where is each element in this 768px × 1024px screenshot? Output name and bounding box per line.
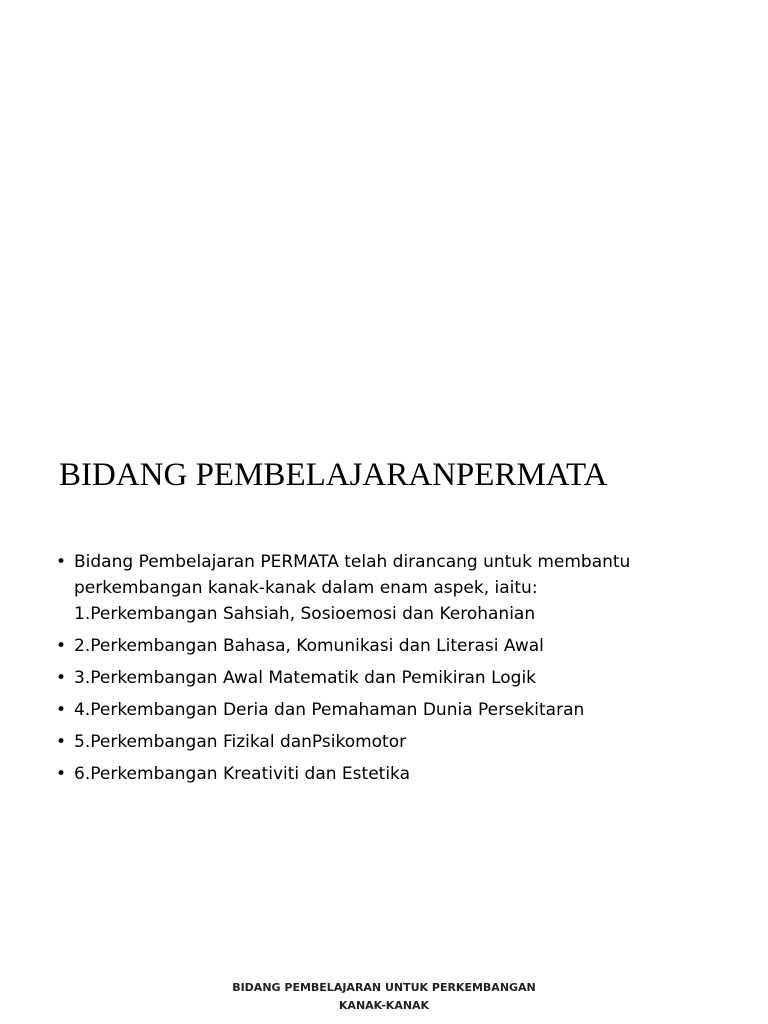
bullet-text-line: 6.Perkembangan Kreativiti dan Estetika [74,764,411,784]
bullet-text-line: perkembangan kanak-kanak dalam enam aspek, iaitu: [74,578,538,598]
bullet-icon: • [56,552,67,572]
bullet-item-2 [56,633,736,659]
bullet-icon: • [56,700,67,720]
footer-caption-line-2: KANAK-KANAK [338,999,430,1012]
bullet-text-line: 5.Perkembangan Fizikal danPsikomotor [74,732,407,752]
bullet-icon: • [56,764,67,784]
bullet-icon: • [56,668,67,688]
bullet-list [56,549,736,793]
bullet-text-line: 4.Perkembangan Deria dan Pemahaman Dunia Persekitaran [74,700,585,720]
bullet-text-line: 1.Perkembangan Sahsiah, Sosioemosi dan Kerohanian [74,604,536,624]
bullet-item-1 [56,549,736,627]
bullet-icon: • [56,732,67,752]
bullet-item-3 [56,665,736,691]
bullet-item-5 [56,729,736,755]
bullet-icon: • [56,636,67,656]
slide-title: BIDANG PEMBELAJARANPERMATA [59,457,608,493]
bullet-text-line: 3.Perkembangan Awal Matematik dan Pemikiran Logik [74,668,537,688]
bullet-text-line: Bidang Pembelajaran PERMATA telah dirancang untuk membantu [74,552,631,572]
bullet-text-line: 2.Perkembangan Bahasa, Komunikasi dan Literasi Awal [74,636,544,656]
footer-caption [0,979,768,1015]
footer-caption-line-1: BIDANG PEMBELAJARAN UNTUK PERKEMBANGAN [232,981,536,994]
bullet-item-4 [56,697,736,723]
bullet-item-6 [56,761,736,787]
